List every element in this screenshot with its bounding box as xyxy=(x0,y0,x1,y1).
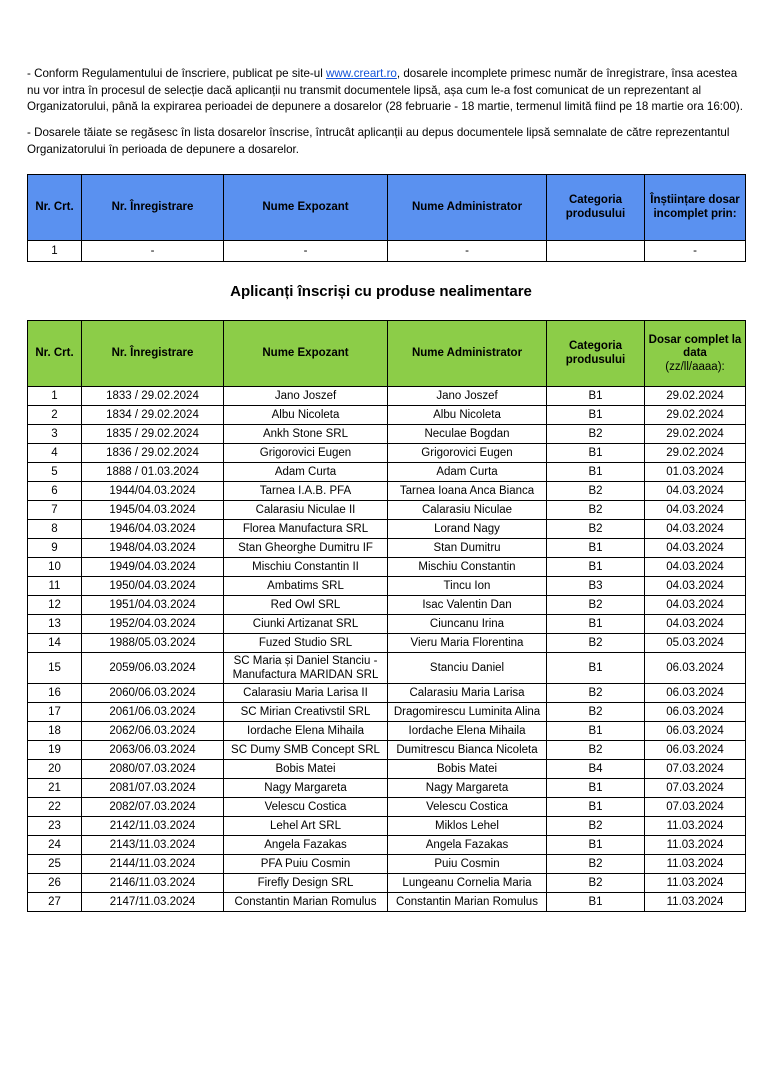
table-row xyxy=(28,577,746,596)
table-cell: 04.03.2024 xyxy=(645,482,746,501)
table-cell: Calarasiu Maria Larisa II xyxy=(224,684,388,703)
table-cell: B2 xyxy=(547,855,645,874)
table-row xyxy=(28,539,746,558)
table-cell: 06.03.2024 xyxy=(645,722,746,741)
header-cell: Nr. Crt. xyxy=(28,321,82,387)
table-cell: - xyxy=(82,241,224,262)
header-cell: Dosar complet la data (zz/ll/aaaa): xyxy=(645,321,746,387)
table-cell: 07.03.2024 xyxy=(645,760,746,779)
table-cell: SC Mirian Creativstil SRL xyxy=(224,703,388,722)
table-cell: Fuzed Studio SRL xyxy=(224,634,388,653)
table-cell: Ankh Stone SRL xyxy=(224,425,388,444)
table-cell: 04.03.2024 xyxy=(645,615,746,634)
table-cell: 1951/04.03.2024 xyxy=(82,596,224,615)
table-cell: 15 xyxy=(28,653,82,684)
table-row xyxy=(28,653,746,684)
table-cell: 1836 / 29.02.2024 xyxy=(82,444,224,463)
table-cell: Tarnea Ioana Anca Bianca xyxy=(388,482,547,501)
table-row xyxy=(28,615,746,634)
table-cell: 29.02.2024 xyxy=(645,387,746,406)
table-cell: 2081/07.03.2024 xyxy=(82,779,224,798)
table-cell: 07.03.2024 xyxy=(645,779,746,798)
header-cell: Nr. Înregistrare xyxy=(82,321,224,387)
table-row xyxy=(28,836,746,855)
table-cell: 1945/04.03.2024 xyxy=(82,501,224,520)
table-cell: Constantin Marian Romulus xyxy=(388,893,547,912)
header-row xyxy=(28,321,746,387)
table-cell: Lehel Art SRL xyxy=(224,817,388,836)
table-cell: 07.03.2024 xyxy=(645,798,746,817)
table-cell: Albu Nicoleta xyxy=(388,406,547,425)
table-cell: 1 xyxy=(28,387,82,406)
table-cell: Angela Fazakas xyxy=(388,836,547,855)
table-cell: 04.03.2024 xyxy=(645,520,746,539)
table-cell: 1833 / 29.02.2024 xyxy=(82,387,224,406)
table-cell: Bobis Matei xyxy=(224,760,388,779)
applicants-table xyxy=(27,320,746,912)
table-cell: 2146/11.03.2024 xyxy=(82,874,224,893)
section-title-nonfood-applicants: Aplicanți înscriși cu produse nealimentare xyxy=(230,283,532,301)
table-cell: 11.03.2024 xyxy=(645,836,746,855)
table-cell: Calarasiu Maria Larisa xyxy=(388,684,547,703)
table-cell: 11.03.2024 xyxy=(645,874,746,893)
table-cell: Firefly Design SRL xyxy=(224,874,388,893)
table-cell xyxy=(547,241,645,262)
table-cell: Adam Curta xyxy=(224,463,388,482)
table-cell: B2 xyxy=(547,482,645,501)
table-cell: Puiu Cosmin xyxy=(388,855,547,874)
table-cell: 29.02.2024 xyxy=(645,406,746,425)
header-cell: Categoria produsului xyxy=(547,175,645,241)
table-cell: Lorand Nagy xyxy=(388,520,547,539)
paragraph-text-after-link: , dosarele incomplete primesc număr de înregistrare, însa acestea nu vor intra în procesul de selecție dacă aplicanții nu transmit documentele lipsă, așa cum le-a fost comunicat de un reprezentant al Organizatorului, până la expirarea perioadei de depunere a dosarelor (28 februarie - 18 martie, termenul limită fiind pe 18 martie ora 16:00). xyxy=(27,67,743,114)
table-cell: - xyxy=(388,241,547,262)
table-cell: 2 xyxy=(28,406,82,425)
table-cell: B2 xyxy=(547,634,645,653)
table-cell: Velescu Costica xyxy=(224,798,388,817)
table-cell: B2 xyxy=(547,520,645,539)
header-cell: Nume Expozant xyxy=(224,175,388,241)
table-row xyxy=(28,520,746,539)
table-cell: B2 xyxy=(547,501,645,520)
table-cell: B2 xyxy=(547,596,645,615)
table-cell: B1 xyxy=(547,653,645,684)
header-cell: Nume Administrator xyxy=(388,175,547,241)
table-cell: 05.03.2024 xyxy=(645,634,746,653)
table-cell: Isac Valentin Dan xyxy=(388,596,547,615)
table-row xyxy=(28,596,746,615)
table-row xyxy=(28,444,746,463)
table-cell: Grigorovici Eugen xyxy=(388,444,547,463)
table-cell: - xyxy=(224,241,388,262)
table-cell: Dragomirescu Luminita Alina xyxy=(388,703,547,722)
table-cell: Calarasiu Niculae xyxy=(388,501,547,520)
header-cell: Nr. Crt. xyxy=(28,175,82,241)
table-cell: B1 xyxy=(547,615,645,634)
table-cell: 2062/06.03.2024 xyxy=(82,722,224,741)
table-cell: 11 xyxy=(28,577,82,596)
table-cell: Velescu Costica xyxy=(388,798,547,817)
table-cell: 2142/11.03.2024 xyxy=(82,817,224,836)
table-cell: Stan Gheorghe Dumitru IF xyxy=(224,539,388,558)
table-cell: 13 xyxy=(28,615,82,634)
header-cell: Nr. Înregistrare xyxy=(82,175,224,241)
table-cell: B1 xyxy=(547,893,645,912)
table-cell: Ambatims SRL xyxy=(224,577,388,596)
table-cell: Nagy Margareta xyxy=(224,779,388,798)
header-cell: Nume Expozant xyxy=(224,321,388,387)
table-cell: Grigorovici Eugen xyxy=(224,444,388,463)
table-cell: Angela Fazakas xyxy=(224,836,388,855)
table-cell: Vieru Maria Florentina xyxy=(388,634,547,653)
table-row xyxy=(28,684,746,703)
table-cell: 7 xyxy=(28,501,82,520)
table-cell: 04.03.2024 xyxy=(645,539,746,558)
table-cell: 1948/04.03.2024 xyxy=(82,539,224,558)
table-cell: 04.03.2024 xyxy=(645,577,746,596)
table-cell: 25 xyxy=(28,855,82,874)
table-row xyxy=(28,798,746,817)
table-cell: 2060/06.03.2024 xyxy=(82,684,224,703)
table-cell: 1 xyxy=(28,241,82,262)
table-cell: 5 xyxy=(28,463,82,482)
table-row xyxy=(28,406,746,425)
table-cell: 18 xyxy=(28,722,82,741)
table-cell: Iordache Elena Mihaila xyxy=(388,722,547,741)
table-cell: B2 xyxy=(547,817,645,836)
table-cell: 2082/07.03.2024 xyxy=(82,798,224,817)
table-cell: Ciunki Artizanat SRL xyxy=(224,615,388,634)
table-cell: Neculae Bogdan xyxy=(388,425,547,444)
table-cell: 4 xyxy=(28,444,82,463)
table-cell: 14 xyxy=(28,634,82,653)
table-cell: 26 xyxy=(28,874,82,893)
table-cell: 2080/07.03.2024 xyxy=(82,760,224,779)
table-row xyxy=(28,817,746,836)
table-cell: Ciuncanu Irina xyxy=(388,615,547,634)
table-cell: 16 xyxy=(28,684,82,703)
table-row xyxy=(28,741,746,760)
table-cell: 27 xyxy=(28,893,82,912)
table-cell: B1 xyxy=(547,463,645,482)
table-row xyxy=(28,241,746,262)
paragraph-crossed-files-note: - Dosarele tăiate se regăsesc în lista dosarelor înscrise, întrucât aplicanții au depus documentele lipsă semnalate de către reprezentantul Organizatorului în perioada de depunere a dosarelor. xyxy=(27,126,730,156)
table-cell: 2147/11.03.2024 xyxy=(82,893,224,912)
table-cell: 06.03.2024 xyxy=(645,684,746,703)
table-cell: B1 xyxy=(547,779,645,798)
table-cell: 06.03.2024 xyxy=(645,741,746,760)
table-cell: 1835 / 29.02.2024 xyxy=(82,425,224,444)
table-cell: B1 xyxy=(547,444,645,463)
table-row xyxy=(28,634,746,653)
table-cell: 11.03.2024 xyxy=(645,817,746,836)
paragraph-registration-note xyxy=(27,66,745,116)
table-cell: Dumitrescu Bianca Nicoleta xyxy=(388,741,547,760)
table-cell: Red Owl SRL xyxy=(224,596,388,615)
table-cell: Constantin Marian Romulus xyxy=(224,893,388,912)
table-cell: 1946/04.03.2024 xyxy=(82,520,224,539)
table-cell: B1 xyxy=(547,836,645,855)
table-cell: 6 xyxy=(28,482,82,501)
table-cell: B1 xyxy=(547,406,645,425)
table-cell: Stanciu Daniel xyxy=(388,653,547,684)
table-cell: Nagy Margareta xyxy=(388,779,547,798)
table-cell: Miklos Lehel xyxy=(388,817,547,836)
table-row xyxy=(28,463,746,482)
paragraph-text-before-link: - Conform Regulamentului de înscriere, publicat pe site-ul xyxy=(27,67,327,80)
table-cell: 04.03.2024 xyxy=(645,596,746,615)
table-cell: B1 xyxy=(547,539,645,558)
table-cell: 11.03.2024 xyxy=(645,893,746,912)
table-cell: B1 xyxy=(547,387,645,406)
table-cell: 2143/11.03.2024 xyxy=(82,836,224,855)
table-row xyxy=(28,425,746,444)
table-cell: B3 xyxy=(547,577,645,596)
table-cell: 1950/04.03.2024 xyxy=(82,577,224,596)
table-cell: 1834 / 29.02.2024 xyxy=(82,406,224,425)
table-cell: 1952/04.03.2024 xyxy=(82,615,224,634)
table-row xyxy=(28,760,746,779)
table-cell: 06.03.2024 xyxy=(645,703,746,722)
table-cell: Tincu Ion xyxy=(388,577,547,596)
incomplete-files-table xyxy=(27,174,746,262)
table-cell: Tarnea I.A.B. PFA xyxy=(224,482,388,501)
table-cell: 2061/06.03.2024 xyxy=(82,703,224,722)
table-row xyxy=(28,779,746,798)
table-cell: - xyxy=(645,241,746,262)
table-cell: Jano Joszef xyxy=(388,387,547,406)
table-cell: B1 xyxy=(547,798,645,817)
table-cell: 3 xyxy=(28,425,82,444)
table-cell: 22 xyxy=(28,798,82,817)
table-cell: Jano Joszef xyxy=(224,387,388,406)
table-cell: 19 xyxy=(28,741,82,760)
table-cell: 1988/05.03.2024 xyxy=(82,634,224,653)
table-cell: 01.03.2024 xyxy=(645,463,746,482)
header-cell: Înștiințare dosar incomplet prin: xyxy=(645,175,746,241)
creart-site-link[interactable]: www.creart.ro xyxy=(326,67,397,80)
table-row xyxy=(28,855,746,874)
table-cell: 2144/11.03.2024 xyxy=(82,855,224,874)
table-cell: 1949/04.03.2024 xyxy=(82,558,224,577)
table-cell: B2 xyxy=(547,703,645,722)
table-cell: PFA Puiu Cosmin xyxy=(224,855,388,874)
table-cell: Lungeanu Cornelia Maria xyxy=(388,874,547,893)
table-cell: 20 xyxy=(28,760,82,779)
table-cell: SC Maria și Daniel Stanciu - Manufactura MARIDAN SRL xyxy=(224,653,388,684)
table-cell: Florea Manufactura SRL xyxy=(224,520,388,539)
table-cell: 10 xyxy=(28,558,82,577)
table-cell: Albu Nicoleta xyxy=(224,406,388,425)
table-cell: Stan Dumitru xyxy=(388,539,547,558)
table-cell: 11.03.2024 xyxy=(645,855,746,874)
header-cell: Nume Administrator xyxy=(388,321,547,387)
table-cell: Bobis Matei xyxy=(388,760,547,779)
table-cell: 2063/06.03.2024 xyxy=(82,741,224,760)
table-cell: 1888 / 01.03.2024 xyxy=(82,463,224,482)
header-row xyxy=(28,175,746,241)
table-cell: B1 xyxy=(547,558,645,577)
table-cell: SC Dumy SMB Concept SRL xyxy=(224,741,388,760)
table-row xyxy=(28,501,746,520)
table-cell: B1 xyxy=(547,722,645,741)
table-cell: 17 xyxy=(28,703,82,722)
table-cell: B4 xyxy=(547,760,645,779)
table-cell: B2 xyxy=(547,741,645,760)
table-row xyxy=(28,558,746,577)
table-row xyxy=(28,482,746,501)
table-cell: Mischiu Constantin xyxy=(388,558,547,577)
table-cell: 1944/04.03.2024 xyxy=(82,482,224,501)
table-row xyxy=(28,874,746,893)
table-cell: 04.03.2024 xyxy=(645,501,746,520)
table-cell: Iordache Elena Mihaila xyxy=(224,722,388,741)
table-row xyxy=(28,703,746,722)
table-cell: 29.02.2024 xyxy=(645,425,746,444)
table-cell: Adam Curta xyxy=(388,463,547,482)
table-cell: B2 xyxy=(547,425,645,444)
table-cell: 8 xyxy=(28,520,82,539)
table-cell: 24 xyxy=(28,836,82,855)
table-row xyxy=(28,387,746,406)
table-cell: 12 xyxy=(28,596,82,615)
table-cell: 06.03.2024 xyxy=(645,653,746,684)
table-cell: 23 xyxy=(28,817,82,836)
table-row xyxy=(28,893,746,912)
table-cell: Mischiu Constantin II xyxy=(224,558,388,577)
table-cell: 04.03.2024 xyxy=(645,558,746,577)
table-row xyxy=(28,722,746,741)
table-cell: 29.02.2024 xyxy=(645,444,746,463)
table-cell: 21 xyxy=(28,779,82,798)
table-cell: B2 xyxy=(547,684,645,703)
table-cell: Calarasiu Niculae II xyxy=(224,501,388,520)
header-cell: Categoria produsului xyxy=(547,321,645,387)
table-cell: 2059/06.03.2024 xyxy=(82,653,224,684)
table-cell: B2 xyxy=(547,874,645,893)
table-cell: 9 xyxy=(28,539,82,558)
